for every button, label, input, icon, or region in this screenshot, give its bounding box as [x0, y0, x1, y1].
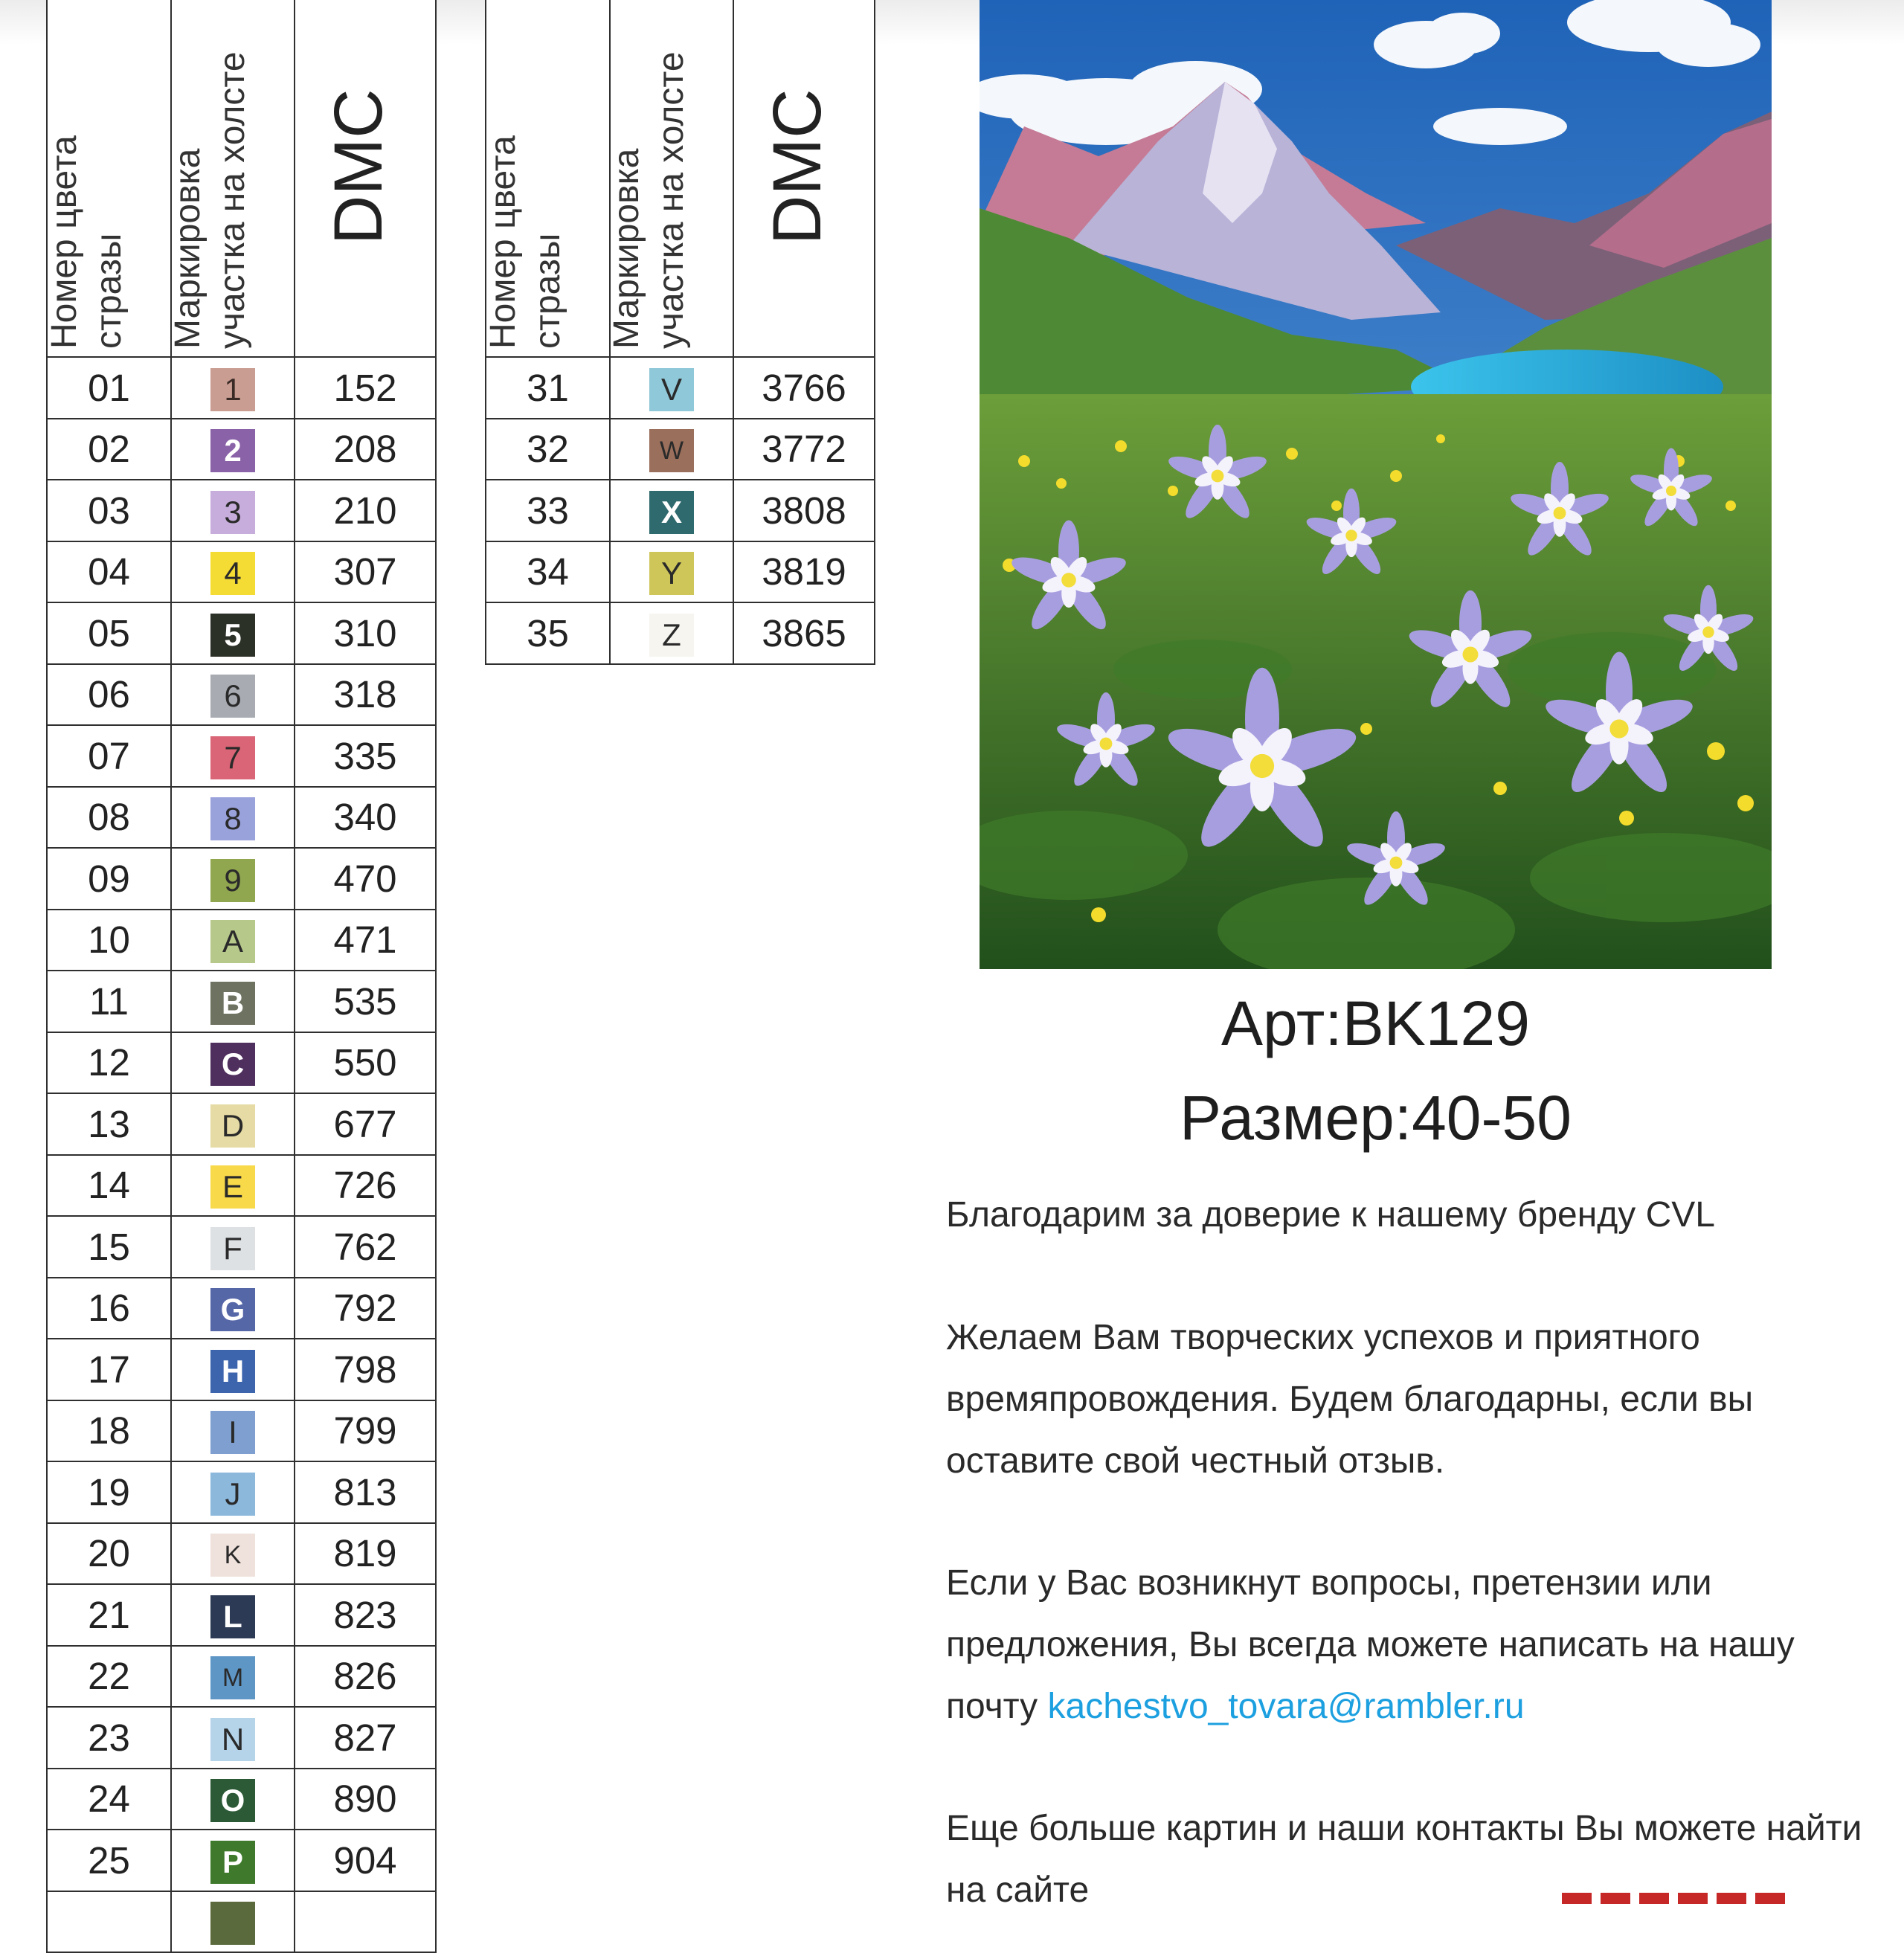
table-row — [47, 541, 436, 603]
table-row — [47, 1155, 436, 1217]
header-color-number: Номер цвета стразы — [486, 0, 610, 357]
color-swatch: K — [210, 1534, 255, 1577]
dmc-code: 823 — [295, 1584, 436, 1646]
color-number: 12 — [47, 1032, 171, 1094]
dmc-code: 3819 — [733, 541, 875, 603]
article-number: Арт:BK129 — [1221, 988, 1530, 1058]
marking-cell — [171, 664, 295, 726]
dmc-code: 340 — [295, 787, 436, 849]
header-color-number: Номер цвета стразы — [47, 0, 171, 357]
marking-cell — [171, 419, 295, 480]
table-row — [486, 602, 875, 664]
color-number: 19 — [47, 1461, 171, 1523]
color-number: 25 — [47, 1830, 171, 1891]
dmc-code: 827 — [295, 1707, 436, 1769]
color-swatch: D — [210, 1104, 255, 1148]
color-number: 14 — [47, 1155, 171, 1217]
color-legend-table-right — [485, 0, 875, 665]
color-swatch: H — [210, 1350, 255, 1393]
color-swatch: 8 — [210, 797, 255, 840]
color-number: 24 — [47, 1769, 171, 1830]
header-marking: Маркировка участка на холсте — [610, 0, 733, 357]
header-marking: Маркировка участка на холсте — [171, 0, 295, 357]
color-swatch — [210, 1902, 255, 1945]
header-dmc: DMC — [295, 0, 436, 357]
color-number: 18 — [47, 1400, 171, 1462]
marking-cell — [171, 1707, 295, 1769]
color-swatch: 7 — [210, 736, 255, 779]
table-row — [47, 1707, 436, 1769]
marking-cell — [171, 971, 295, 1032]
color-number: 07 — [47, 725, 171, 787]
dmc-code: 318 — [295, 664, 436, 726]
table-row — [47, 1093, 436, 1155]
table-row — [47, 1523, 436, 1585]
table-row — [47, 1216, 436, 1278]
dmc-code: 210 — [295, 480, 436, 541]
marking-cell — [171, 1891, 295, 1953]
color-swatch: 1 — [210, 368, 255, 411]
dmc-code: 890 — [295, 1769, 436, 1830]
table-row — [47, 1646, 436, 1708]
color-number: 01 — [47, 357, 171, 419]
dmc-code: 826 — [295, 1646, 436, 1708]
email-link[interactable]: kachestvo_tovara@rambler.ru — [1047, 1687, 1525, 1726]
dmc-code: 208 — [295, 419, 436, 480]
table-row — [47, 971, 436, 1032]
table-row — [47, 480, 436, 541]
color-swatch: A — [210, 920, 255, 963]
dmc-code: 3772 — [733, 419, 875, 480]
color-number: 32 — [486, 419, 610, 480]
table-row — [47, 1461, 436, 1523]
color-swatch: X — [649, 491, 694, 534]
color-number: 22 — [47, 1646, 171, 1708]
contact-text: Если у Вас возникнут вопросы, претензии или предложения, Вы всегда можете написать на нашу почту kachestvo_tovara@rambler.ru — [946, 1563, 1795, 1726]
color-swatch: B — [210, 982, 255, 1025]
table-row — [47, 1769, 436, 1830]
table-row — [47, 787, 436, 849]
dmc-code: 813 — [295, 1461, 436, 1523]
marking-cell — [610, 602, 733, 664]
table-row — [47, 1400, 436, 1462]
table-row — [486, 357, 875, 419]
color-swatch: M — [210, 1656, 255, 1699]
color-number: 10 — [47, 910, 171, 971]
color-swatch: E — [210, 1165, 255, 1209]
color-swatch: J — [210, 1473, 255, 1516]
color-number: 20 — [47, 1523, 171, 1585]
color-number: 08 — [47, 787, 171, 849]
marking-cell — [171, 725, 295, 787]
marking-cell — [171, 1523, 295, 1585]
dmc-code: 152 — [295, 357, 436, 419]
table-row — [47, 664, 436, 726]
table-row — [47, 602, 436, 664]
color-number: 15 — [47, 1216, 171, 1278]
marking-cell — [610, 419, 733, 480]
marking-cell — [171, 541, 295, 603]
color-number: 05 — [47, 602, 171, 664]
marking-cell — [171, 1461, 295, 1523]
table-row — [47, 725, 436, 787]
table-row — [486, 419, 875, 480]
dmc-code: 3808 — [733, 480, 875, 541]
marking-cell — [171, 910, 295, 971]
wish-text: Желаем Вам творческих успехов и приятного времяпровождения. Будем благодарны, если вы оставите свой честный отзыв. — [946, 1318, 1754, 1481]
table-row — [47, 910, 436, 971]
dmc-code: 799 — [295, 1400, 436, 1462]
marking-cell — [171, 1646, 295, 1708]
color-number: 34 — [486, 541, 610, 603]
dmc-code: 550 — [295, 1032, 436, 1094]
color-number: 02 — [47, 419, 171, 480]
table-row — [47, 357, 436, 419]
marking-cell — [610, 541, 733, 603]
color-number: 21 — [47, 1584, 171, 1646]
marking-cell — [610, 357, 733, 419]
color-swatch: N — [210, 1718, 255, 1761]
table-row — [486, 541, 875, 603]
color-swatch: F — [210, 1227, 255, 1270]
color-swatch: G — [210, 1288, 255, 1331]
marking-cell — [171, 848, 295, 910]
color-swatch: P — [210, 1841, 255, 1884]
color-number: 35 — [486, 602, 610, 664]
color-number: 33 — [486, 480, 610, 541]
color-number: 11 — [47, 971, 171, 1032]
marking-cell — [171, 1032, 295, 1094]
dmc-code: 535 — [295, 971, 436, 1032]
marking-cell — [171, 357, 295, 419]
marking-cell — [171, 1278, 295, 1339]
dmc-code: 819 — [295, 1523, 436, 1585]
color-swatch: 5 — [210, 614, 255, 657]
color-swatch: 9 — [210, 859, 255, 902]
marking-cell — [171, 602, 295, 664]
table-row — [47, 419, 436, 480]
dmc-code: 3865 — [733, 602, 875, 664]
table-row — [486, 480, 875, 541]
dmc-code: 798 — [295, 1339, 436, 1400]
marking-cell — [171, 480, 295, 541]
table-row — [47, 848, 436, 910]
color-swatch: 4 — [210, 552, 255, 595]
dmc-code: 762 — [295, 1216, 436, 1278]
marking-cell — [171, 1830, 295, 1891]
header-dmc: DMC — [733, 0, 875, 357]
dmc-code: 3766 — [733, 357, 875, 419]
marking-cell — [171, 1584, 295, 1646]
product-image — [980, 0, 1772, 969]
color-number — [47, 1891, 171, 1953]
table-row — [47, 1830, 436, 1891]
dmc-code: 677 — [295, 1093, 436, 1155]
color-number: 17 — [47, 1339, 171, 1400]
thanks-text: Благодарим за доверие к нашему бренду CVL — [946, 1195, 1715, 1235]
dmc-code: 904 — [295, 1830, 436, 1891]
color-number: 16 — [47, 1278, 171, 1339]
color-swatch: W — [649, 429, 694, 472]
marking-cell — [171, 1216, 295, 1278]
color-swatch: L — [210, 1595, 255, 1638]
dmc-code: 792 — [295, 1278, 436, 1339]
table-row — [47, 1891, 436, 1953]
brand-logo — [1562, 1893, 1785, 1904]
marking-cell — [171, 1093, 295, 1155]
color-number: 03 — [47, 480, 171, 541]
color-swatch: I — [210, 1411, 255, 1454]
table-row — [47, 1339, 436, 1400]
dmc-code: 726 — [295, 1155, 436, 1217]
marking-cell — [171, 1155, 295, 1217]
color-swatch: 6 — [210, 675, 255, 718]
dmc-code: 470 — [295, 848, 436, 910]
dmc-code: 335 — [295, 725, 436, 787]
color-number: 31 — [486, 357, 610, 419]
color-number: 06 — [47, 664, 171, 726]
color-swatch: C — [210, 1043, 255, 1086]
color-swatch: V — [649, 368, 694, 411]
table-row — [47, 1278, 436, 1339]
color-swatch: O — [210, 1779, 255, 1822]
dmc-code — [295, 1891, 436, 1953]
table-row — [47, 1584, 436, 1646]
marking-cell — [171, 1769, 295, 1830]
color-number: 13 — [47, 1093, 171, 1155]
color-swatch: 3 — [210, 491, 255, 534]
color-legend-table-left — [46, 0, 437, 1953]
color-swatch: Y — [649, 552, 694, 595]
dmc-code: 471 — [295, 910, 436, 971]
color-swatch: 2 — [210, 429, 255, 472]
dmc-code: 307 — [295, 541, 436, 603]
marking-cell — [171, 1339, 295, 1400]
dmc-code: 310 — [295, 602, 436, 664]
product-size: Размер:40-50 — [1180, 1083, 1572, 1153]
color-swatch: Z — [649, 614, 694, 657]
color-number: 09 — [47, 848, 171, 910]
marking-cell — [171, 787, 295, 849]
table-row — [47, 1032, 436, 1094]
more-text: Еще больше картин и наши контакты Вы можете найти на сайте — [946, 1809, 1862, 1910]
marking-cell — [171, 1400, 295, 1462]
color-number: 23 — [47, 1707, 171, 1769]
color-number: 04 — [47, 541, 171, 603]
marking-cell — [610, 480, 733, 541]
